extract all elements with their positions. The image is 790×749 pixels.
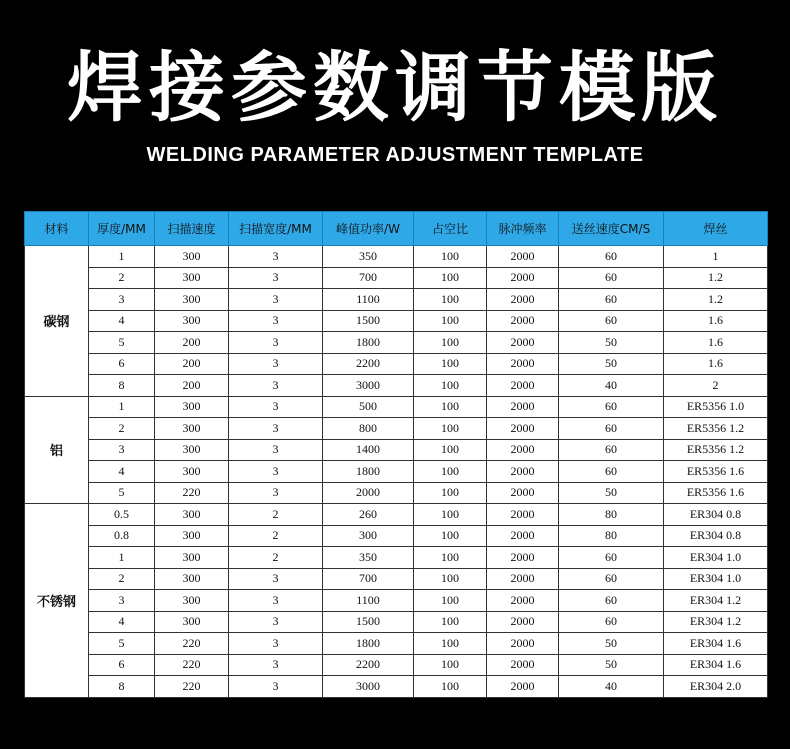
welding-wire-cell: ER5356 1.2 <box>664 439 768 461</box>
pulse-frequency-cell: 2000 <box>487 461 559 483</box>
scan-speed-cell: 200 <box>155 353 229 375</box>
duty-cycle-cell: 100 <box>414 332 487 354</box>
wire-feed-speed-cell: 60 <box>559 439 664 461</box>
scan-width-cell: 3 <box>229 332 323 354</box>
scan-speed-cell: 200 <box>155 375 229 397</box>
welding-wire-cell: ER304 0.8 <box>664 525 768 547</box>
wire-feed-speed-cell: 60 <box>559 246 664 268</box>
pulse-frequency-cell: 2000 <box>487 654 559 676</box>
thickness-cell: 4 <box>89 461 155 483</box>
scan-speed-cell: 220 <box>155 676 229 698</box>
scan-speed-cell: 300 <box>155 289 229 311</box>
wire-feed-speed-cell: 60 <box>559 289 664 311</box>
scan-width-cell: 2 <box>229 504 323 526</box>
pulse-frequency-cell: 2000 <box>487 482 559 504</box>
scan-width-cell: 3 <box>229 375 323 397</box>
thickness-cell: 3 <box>89 590 155 612</box>
wire-feed-speed-cell: 60 <box>559 547 664 569</box>
scan-speed-cell: 300 <box>155 461 229 483</box>
duty-cycle-cell: 100 <box>414 267 487 289</box>
duty-cycle-cell: 100 <box>414 246 487 268</box>
peak-power-cell: 1800 <box>323 461 414 483</box>
pulse-frequency-cell: 2000 <box>487 611 559 633</box>
peak-power-cell: 2200 <box>323 353 414 375</box>
peak-power-cell: 350 <box>323 547 414 569</box>
scan-speed-cell: 220 <box>155 654 229 676</box>
scan-width-cell: 3 <box>229 353 323 375</box>
peak-power-cell: 1500 <box>323 310 414 332</box>
scan-speed-cell: 300 <box>155 568 229 590</box>
peak-power-cell: 1100 <box>323 289 414 311</box>
peak-power-cell: 2200 <box>323 654 414 676</box>
thickness-cell: 2 <box>89 418 155 440</box>
welding-wire-cell: ER304 1.2 <box>664 590 768 612</box>
scan-speed-cell: 300 <box>155 525 229 547</box>
wire-feed-speed-cell: 50 <box>559 633 664 655</box>
welding-wire-cell: ER304 1.2 <box>664 611 768 633</box>
table-row <box>25 525 768 547</box>
scan-width-cell: 2 <box>229 547 323 569</box>
table-row <box>25 633 768 655</box>
duty-cycle-cell: 100 <box>414 289 487 311</box>
wire-feed-speed-cell: 40 <box>559 375 664 397</box>
thickness-cell: 3 <box>89 289 155 311</box>
scan-speed-cell: 300 <box>155 246 229 268</box>
table-row <box>25 396 768 418</box>
scan-width-cell: 3 <box>229 676 323 698</box>
welding-wire-cell: ER304 1.0 <box>664 568 768 590</box>
scan-width-cell: 3 <box>229 418 323 440</box>
scan-speed-cell: 300 <box>155 310 229 332</box>
peak-power-cell: 500 <box>323 396 414 418</box>
duty-cycle-cell: 100 <box>414 375 487 397</box>
duty-cycle-cell: 100 <box>414 461 487 483</box>
duty-cycle-cell: 100 <box>414 418 487 440</box>
pulse-frequency-cell: 2000 <box>487 332 559 354</box>
header-welding-wire: 焊丝 <box>664 212 768 246</box>
table-row <box>25 267 768 289</box>
table-row <box>25 310 768 332</box>
scan-speed-cell: 220 <box>155 633 229 655</box>
thickness-cell: 4 <box>89 310 155 332</box>
thickness-cell: 2 <box>89 267 155 289</box>
material-cell: 铝 <box>25 396 89 504</box>
scan-speed-cell: 300 <box>155 590 229 612</box>
table-row <box>25 590 768 612</box>
header-pulse-frequency: 脉冲频率 <box>487 212 559 246</box>
pulse-frequency-cell: 2000 <box>487 418 559 440</box>
table-row <box>25 504 768 526</box>
thickness-cell: 6 <box>89 654 155 676</box>
duty-cycle-cell: 100 <box>414 310 487 332</box>
scan-speed-cell: 300 <box>155 547 229 569</box>
thickness-cell: 8 <box>89 375 155 397</box>
thickness-cell: 0.8 <box>89 525 155 547</box>
scan-speed-cell: 300 <box>155 396 229 418</box>
table-row <box>25 611 768 633</box>
thickness-cell: 0.5 <box>89 504 155 526</box>
welding-wire-cell: 2 <box>664 375 768 397</box>
wire-feed-speed-cell: 80 <box>559 525 664 547</box>
scan-width-cell: 3 <box>229 568 323 590</box>
pulse-frequency-cell: 2000 <box>487 525 559 547</box>
wire-feed-speed-cell: 50 <box>559 353 664 375</box>
wire-feed-speed-cell: 60 <box>559 568 664 590</box>
pulse-frequency-cell: 2000 <box>487 633 559 655</box>
duty-cycle-cell: 100 <box>414 547 487 569</box>
thickness-cell: 1 <box>89 396 155 418</box>
pulse-frequency-cell: 2000 <box>487 568 559 590</box>
thickness-cell: 5 <box>89 633 155 655</box>
scan-width-cell: 2 <box>229 525 323 547</box>
header-scan-speed: 扫描速度 <box>155 212 229 246</box>
table-header-row <box>25 212 768 246</box>
wire-feed-speed-cell: 60 <box>559 590 664 612</box>
peak-power-cell: 1800 <box>323 332 414 354</box>
scan-width-cell: 3 <box>229 482 323 504</box>
table-row <box>25 353 768 375</box>
material-cell: 碳钢 <box>25 246 89 397</box>
parameter-table <box>24 211 768 698</box>
header-peak-power: 峰值功率/W <box>323 212 414 246</box>
pulse-frequency-cell: 2000 <box>487 547 559 569</box>
scan-width-cell: 3 <box>229 461 323 483</box>
thickness-cell: 1 <box>89 246 155 268</box>
scan-width-cell: 3 <box>229 439 323 461</box>
header-thickness: 厚度/MM <box>89 212 155 246</box>
peak-power-cell: 800 <box>323 418 414 440</box>
welding-wire-cell: ER5356 1.6 <box>664 482 768 504</box>
duty-cycle-cell: 100 <box>414 611 487 633</box>
scan-speed-cell: 200 <box>155 332 229 354</box>
thickness-cell: 5 <box>89 332 155 354</box>
table-row <box>25 568 768 590</box>
scan-speed-cell: 300 <box>155 267 229 289</box>
pulse-frequency-cell: 2000 <box>487 353 559 375</box>
thickness-cell: 3 <box>89 439 155 461</box>
table-row <box>25 482 768 504</box>
page-subtitle: WELDING PARAMETER ADJUSTMENT TEMPLATE <box>146 144 644 166</box>
duty-cycle-cell: 100 <box>414 633 487 655</box>
pulse-frequency-cell: 2000 <box>487 267 559 289</box>
table-row <box>25 461 768 483</box>
thickness-cell: 2 <box>89 568 155 590</box>
welding-wire-cell: ER5356 1.6 <box>664 461 768 483</box>
duty-cycle-cell: 100 <box>414 504 487 526</box>
welding-wire-cell: ER304 1.6 <box>664 633 768 655</box>
welding-wire-cell: ER304 1.6 <box>664 654 768 676</box>
scan-speed-cell: 300 <box>155 439 229 461</box>
duty-cycle-cell: 100 <box>414 590 487 612</box>
peak-power-cell: 3000 <box>323 375 414 397</box>
material-cell: 不锈钢 <box>25 504 89 698</box>
table-row <box>25 676 768 698</box>
thickness-cell: 1 <box>89 547 155 569</box>
table-row <box>25 289 768 311</box>
wire-feed-speed-cell: 60 <box>559 611 664 633</box>
scan-width-cell: 3 <box>229 289 323 311</box>
welding-wire-cell: ER5356 1.2 <box>664 418 768 440</box>
wire-feed-speed-cell: 60 <box>559 396 664 418</box>
table-row <box>25 418 768 440</box>
welding-wire-cell: ER304 0.8 <box>664 504 768 526</box>
table-row <box>25 375 768 397</box>
duty-cycle-cell: 100 <box>414 353 487 375</box>
pulse-frequency-cell: 2000 <box>487 310 559 332</box>
wire-feed-speed-cell: 80 <box>559 504 664 526</box>
welding-wire-cell: 1.6 <box>664 332 768 354</box>
scan-width-cell: 3 <box>229 267 323 289</box>
scan-width-cell: 3 <box>229 611 323 633</box>
peak-power-cell: 700 <box>323 267 414 289</box>
peak-power-cell: 1100 <box>323 590 414 612</box>
table-row <box>25 246 768 268</box>
duty-cycle-cell: 100 <box>414 676 487 698</box>
scan-width-cell: 3 <box>229 246 323 268</box>
welding-wire-cell: 1.2 <box>664 267 768 289</box>
peak-power-cell: 1500 <box>323 611 414 633</box>
duty-cycle-cell: 100 <box>414 482 487 504</box>
page-title: 焊接参数调节模版 <box>67 43 723 132</box>
scan-width-cell: 3 <box>229 654 323 676</box>
pulse-frequency-cell: 2000 <box>487 375 559 397</box>
scan-width-cell: 3 <box>229 590 323 612</box>
peak-power-cell: 1400 <box>323 439 414 461</box>
duty-cycle-cell: 100 <box>414 396 487 418</box>
duty-cycle-cell: 100 <box>414 654 487 676</box>
pulse-frequency-cell: 2000 <box>487 246 559 268</box>
thickness-cell: 4 <box>89 611 155 633</box>
wire-feed-speed-cell: 50 <box>559 332 664 354</box>
peak-power-cell: 3000 <box>323 676 414 698</box>
welding-wire-cell: 1.6 <box>664 353 768 375</box>
welding-wire-cell: 1.6 <box>664 310 768 332</box>
duty-cycle-cell: 100 <box>414 439 487 461</box>
wire-feed-speed-cell: 40 <box>559 676 664 698</box>
peak-power-cell: 350 <box>323 246 414 268</box>
duty-cycle-cell: 100 <box>414 525 487 547</box>
peak-power-cell: 700 <box>323 568 414 590</box>
scan-speed-cell: 220 <box>155 482 229 504</box>
table-row <box>25 439 768 461</box>
pulse-frequency-cell: 2000 <box>487 504 559 526</box>
wire-feed-speed-cell: 50 <box>559 482 664 504</box>
pulse-frequency-cell: 2000 <box>487 590 559 612</box>
wire-feed-speed-cell: 50 <box>559 654 664 676</box>
duty-cycle-cell: 100 <box>414 568 487 590</box>
thickness-cell: 6 <box>89 353 155 375</box>
welding-wire-cell: 1.2 <box>664 289 768 311</box>
header-scan-width: 扫描宽度/MM <box>229 212 323 246</box>
pulse-frequency-cell: 2000 <box>487 676 559 698</box>
wire-feed-speed-cell: 60 <box>559 461 664 483</box>
peak-power-cell: 260 <box>323 504 414 526</box>
pulse-frequency-cell: 2000 <box>487 439 559 461</box>
pulse-frequency-cell: 2000 <box>487 289 559 311</box>
scan-width-cell: 3 <box>229 396 323 418</box>
peak-power-cell: 2000 <box>323 482 414 504</box>
scan-width-cell: 3 <box>229 633 323 655</box>
scan-speed-cell: 300 <box>155 418 229 440</box>
welding-wire-cell: ER304 2.0 <box>664 676 768 698</box>
welding-wire-cell: ER304 1.0 <box>664 547 768 569</box>
thickness-cell: 8 <box>89 676 155 698</box>
table-row <box>25 332 768 354</box>
thickness-cell: 5 <box>89 482 155 504</box>
table-row <box>25 654 768 676</box>
pulse-frequency-cell: 2000 <box>487 396 559 418</box>
wire-feed-speed-cell: 60 <box>559 310 664 332</box>
welding-wire-cell: 1 <box>664 246 768 268</box>
scan-speed-cell: 300 <box>155 611 229 633</box>
header-duty-cycle: 占空比 <box>414 212 487 246</box>
peak-power-cell: 1800 <box>323 633 414 655</box>
scan-speed-cell: 300 <box>155 504 229 526</box>
header-material: 材料 <box>25 212 89 246</box>
header-wire-feed-speed: 送丝速度CM/S <box>559 212 664 246</box>
scan-width-cell: 3 <box>229 310 323 332</box>
wire-feed-speed-cell: 60 <box>559 418 664 440</box>
wire-feed-speed-cell: 60 <box>559 267 664 289</box>
welding-wire-cell: ER5356 1.0 <box>664 396 768 418</box>
table-body <box>25 246 768 698</box>
table-row <box>25 547 768 569</box>
peak-power-cell: 300 <box>323 525 414 547</box>
